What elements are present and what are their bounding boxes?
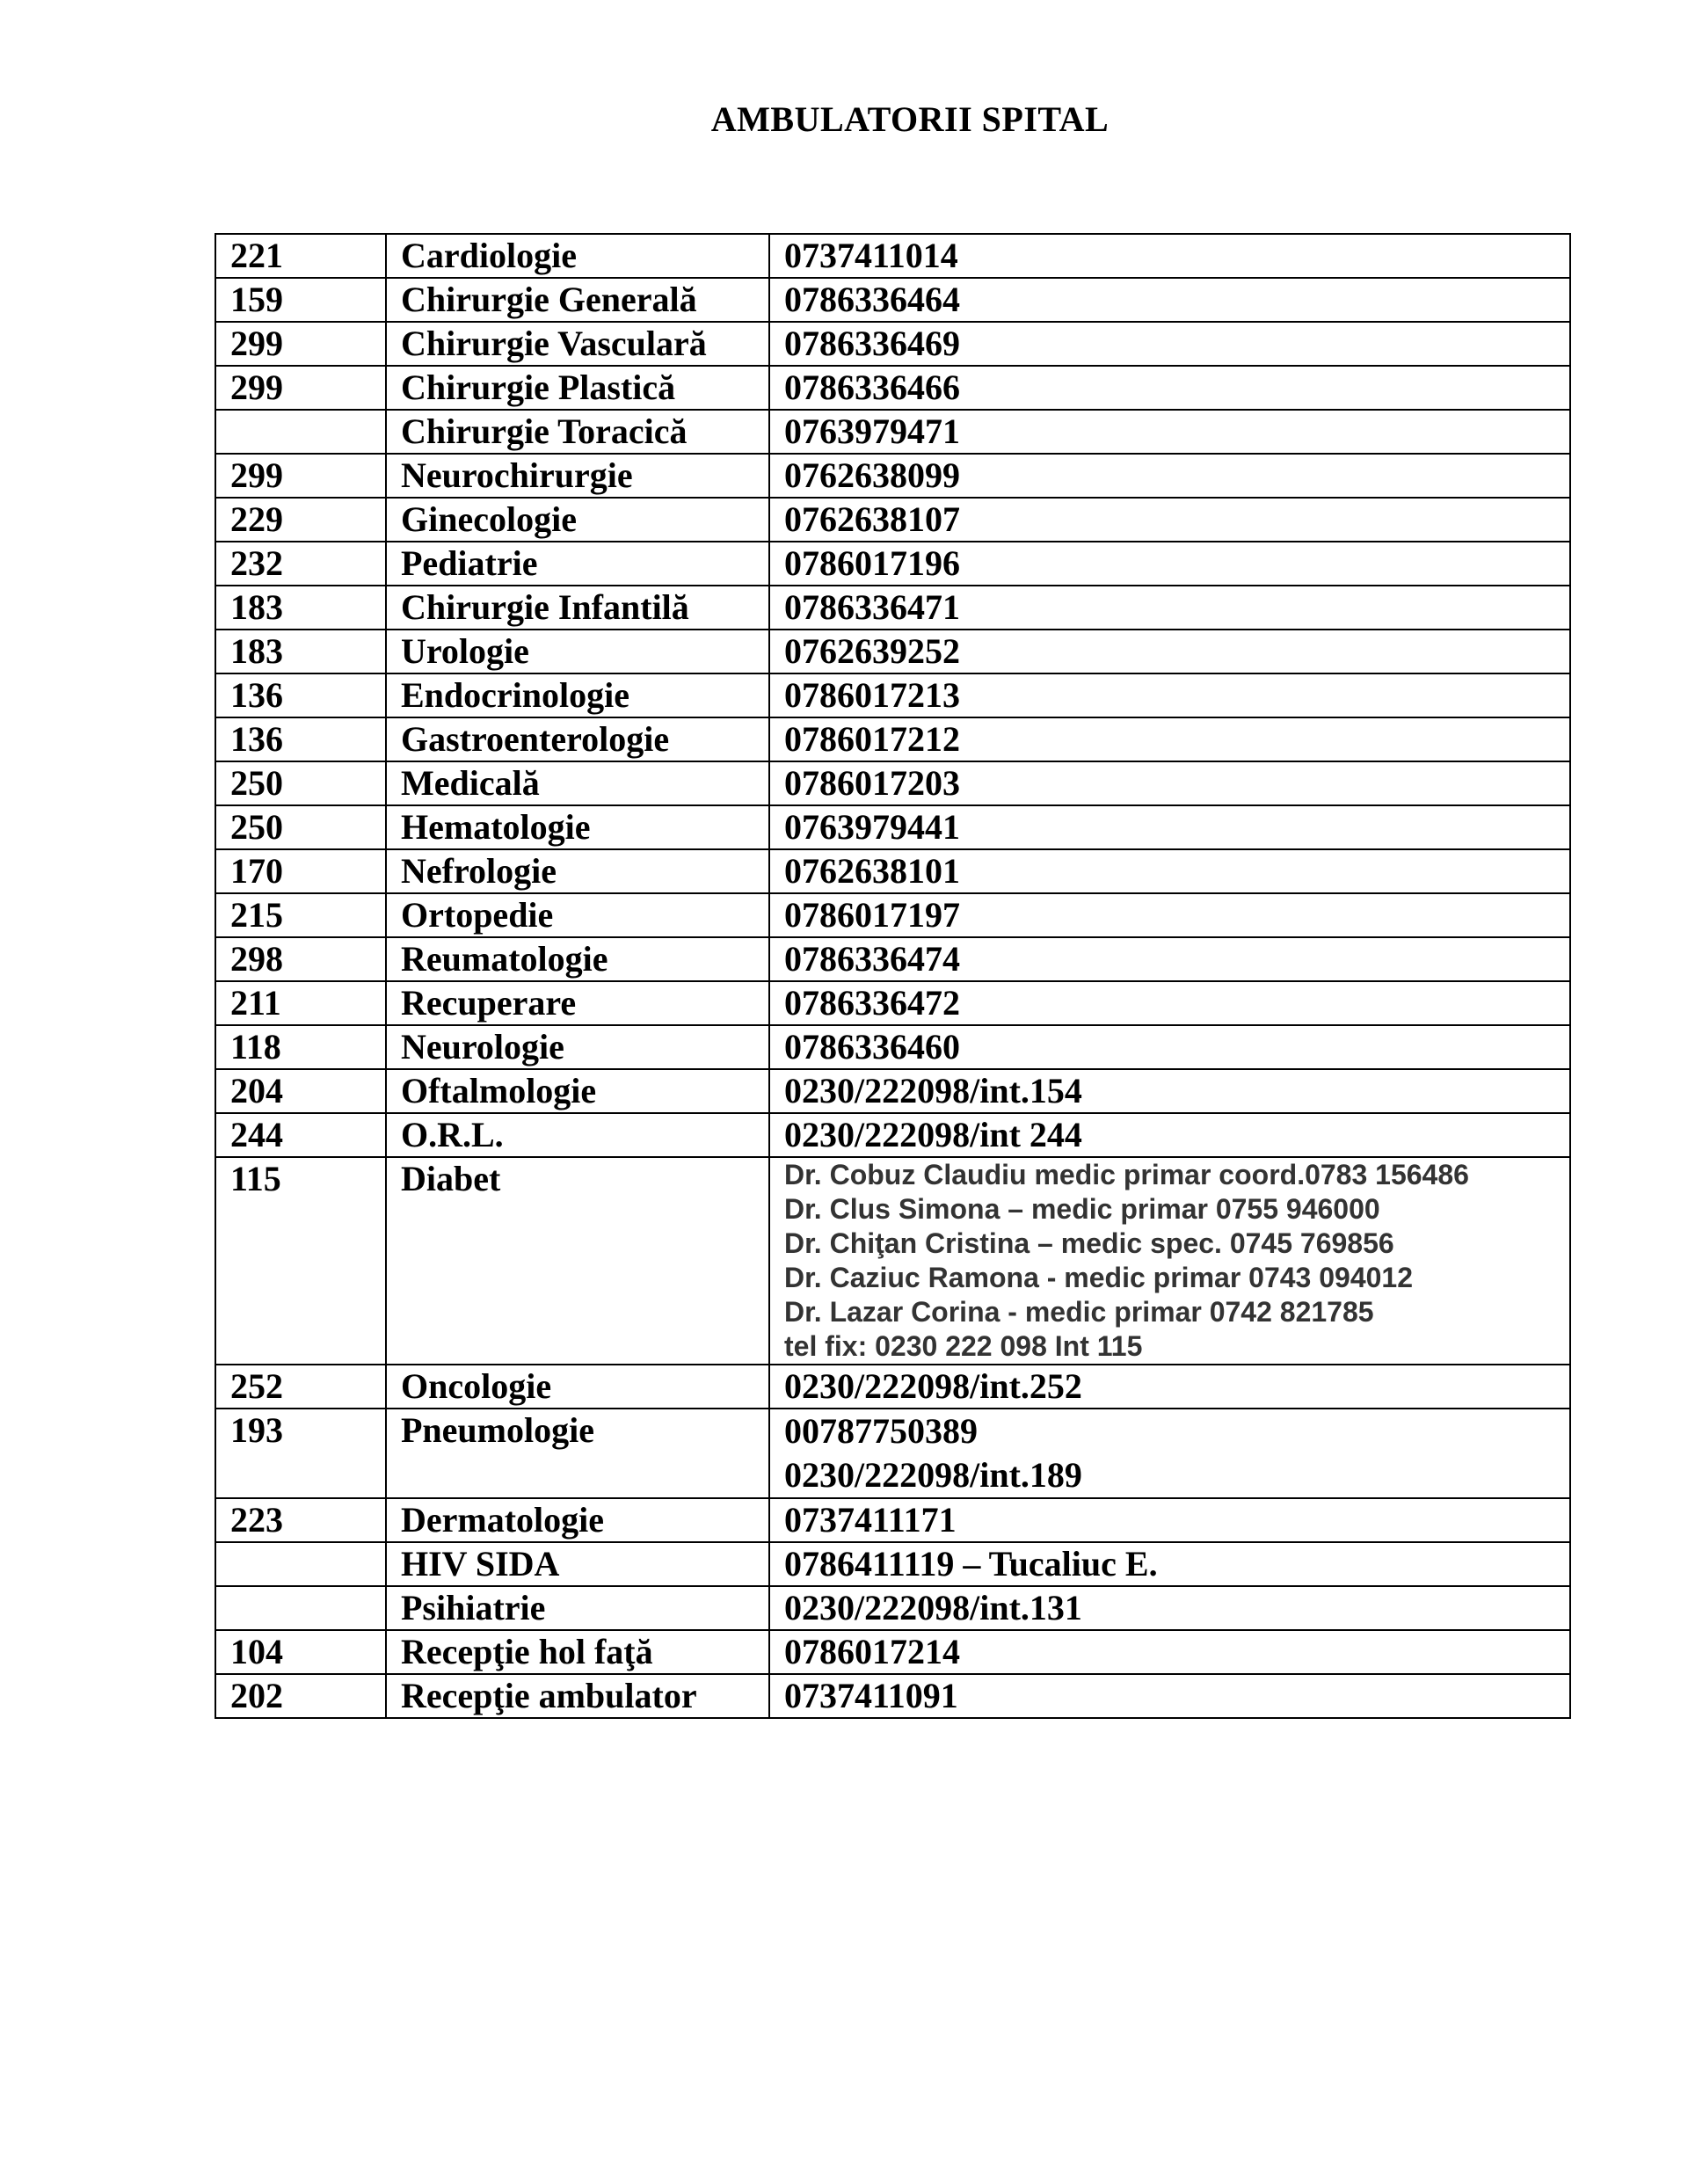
room-cell: 252 (215, 1365, 386, 1409)
phone-cell: 0786017214 (769, 1630, 1570, 1674)
table-body-diabet (215, 1157, 1570, 1498)
table-row (215, 498, 1570, 542)
department-cell: Cardiologie (386, 234, 769, 278)
room-cell (215, 1586, 386, 1630)
table-row (215, 278, 1570, 322)
table-row (215, 234, 1570, 278)
phone-cell: 0762638107 (769, 498, 1570, 542)
diabet-contact-line: Dr. Chiţan Cristina – medic spec. 0745 769856 (784, 1227, 1394, 1259)
table-body-main (215, 234, 1570, 1157)
table-row (215, 761, 1570, 805)
table-row-diabet (215, 1157, 1570, 1365)
phone-cell: 0786017212 (769, 717, 1570, 761)
table-row (215, 366, 1570, 410)
room-cell: 183 (215, 630, 386, 673)
department-cell: Recepţie hol faţă (386, 1630, 769, 1674)
room-cell: 104 (215, 1630, 386, 1674)
room-cell: 299 (215, 322, 386, 366)
room-cell: 215 (215, 893, 386, 937)
phone-cell: 0762638099 (769, 454, 1570, 498)
department-cell: Medicală (386, 761, 769, 805)
phone-line: 0230/222098/int.189 (784, 1455, 1082, 1495)
phone-cell: 0230/222098/int.252 (769, 1365, 1570, 1409)
department-cell: Oncologie (386, 1365, 769, 1409)
room-cell: 223 (215, 1498, 386, 1542)
department-cell: Ortopedie (386, 893, 769, 937)
department-cell: Neurochirurgie (386, 454, 769, 498)
room-cell: 202 (215, 1674, 386, 1718)
room-cell: 299 (215, 454, 386, 498)
room-cell: 250 (215, 761, 386, 805)
phone-cell: 0786336466 (769, 366, 1570, 410)
room-cell (215, 410, 386, 454)
room-cell: 115 (215, 1157, 386, 1365)
table-row (215, 981, 1570, 1025)
room-cell (215, 1542, 386, 1586)
room-cell: 229 (215, 498, 386, 542)
room-cell: 232 (215, 542, 386, 586)
table-row (215, 1542, 1570, 1586)
room-cell: 250 (215, 805, 386, 849)
phone-cell: 0786336474 (769, 937, 1570, 981)
room-cell: 221 (215, 234, 386, 278)
department-cell: Chirurgie Vasculară (386, 322, 769, 366)
phone-cell: 0230/222098/int.131 (769, 1586, 1570, 1630)
room-cell: 118 (215, 1025, 386, 1069)
department-cell: Pediatrie (386, 542, 769, 586)
table-row (215, 849, 1570, 893)
table-row (215, 1674, 1570, 1718)
department-cell: Neurologie (386, 1025, 769, 1069)
phone-cell: 0737411091 (769, 1674, 1570, 1718)
department-cell: Chirurgie Infantilă (386, 586, 769, 630)
phone-cell: 0786336460 (769, 1025, 1570, 1069)
phone-cell: 0230/222098/int.154 (769, 1069, 1570, 1113)
department-cell: Nefrologie (386, 849, 769, 893)
department-cell: Gastroenterologie (386, 717, 769, 761)
table-row (215, 454, 1570, 498)
table-row-pneumologie (215, 1409, 1570, 1498)
phone-cell: 0786017196 (769, 542, 1570, 586)
page-title: AMBULATORII SPITAL (710, 99, 1110, 139)
department-cell: Psihiatrie (386, 1586, 769, 1630)
room-cell: 211 (215, 981, 386, 1025)
room-cell: 159 (215, 278, 386, 322)
phone-cell: 0786411119 – Tucaliuc E. (769, 1542, 1570, 1586)
table-row (215, 1069, 1570, 1113)
phone-cell: 0763979441 (769, 805, 1570, 849)
diabet-contact-line: Dr. Clus Simona – medic primar 0755 946000 (784, 1193, 1380, 1225)
phone-cell: 0737411014 (769, 234, 1570, 278)
room-cell: 298 (215, 937, 386, 981)
phone-cell: 0762638101 (769, 849, 1570, 893)
phone-line: 00787750389 (784, 1411, 978, 1451)
department-cell: Recepţie ambulator (386, 1674, 769, 1718)
table-row (215, 1586, 1570, 1630)
table-row (215, 937, 1570, 981)
table-row (215, 1113, 1570, 1157)
room-cell: 170 (215, 849, 386, 893)
room-cell: 136 (215, 717, 386, 761)
diabet-contact-line: Dr. Cobuz Claudiu medic primar coord.0783 156486 (784, 1159, 1469, 1190)
phone-cell: 0786017213 (769, 673, 1570, 717)
table-row (215, 1498, 1570, 1542)
phone-cell: 0786017197 (769, 893, 1570, 937)
room-cell: 136 (215, 673, 386, 717)
phone-cell: 0786336469 (769, 322, 1570, 366)
phone-cell (769, 1409, 1570, 1498)
table-row (215, 322, 1570, 366)
diabet-contact-line: Dr. Lazar Corina - medic primar 0742 821785 (784, 1296, 1374, 1328)
department-cell: Ginecologie (386, 498, 769, 542)
table-body-footer (215, 1498, 1570, 1718)
phone-cell: 0786017203 (769, 761, 1570, 805)
table-row (215, 717, 1570, 761)
phone-cell: 0786336472 (769, 981, 1570, 1025)
table-row (215, 1025, 1570, 1069)
room-cell: 204 (215, 1069, 386, 1113)
department-cell: Reumatologie (386, 937, 769, 981)
phone-cell: 0737411171 (769, 1498, 1570, 1542)
phone-cell: 0762639252 (769, 630, 1570, 673)
department-cell: Hematologie (386, 805, 769, 849)
room-cell: 183 (215, 586, 386, 630)
department-cell: Chirurgie Generală (386, 278, 769, 322)
department-cell: Diabet (386, 1157, 769, 1365)
table-row (215, 410, 1570, 454)
phone-cell: 0230/222098/int 244 (769, 1113, 1570, 1157)
department-cell: Pneumologie (386, 1409, 769, 1498)
department-cell: Urologie (386, 630, 769, 673)
department-cell: Oftalmologie (386, 1069, 769, 1113)
department-cell: Chirurgie Plastică (386, 366, 769, 410)
table-row (215, 586, 1570, 630)
table-row-oncologie (215, 1365, 1570, 1409)
room-cell: 299 (215, 366, 386, 410)
room-cell: 244 (215, 1113, 386, 1157)
department-cell: Endocrinologie (386, 673, 769, 717)
department-cell: HIV SIDA (386, 1542, 769, 1586)
table-row (215, 630, 1570, 673)
department-cell: Dermatologie (386, 1498, 769, 1542)
table-row (215, 893, 1570, 937)
table-row (215, 542, 1570, 586)
phone-cell: 0786336464 (769, 278, 1570, 322)
department-cell: Recuperare (386, 981, 769, 1025)
room-cell: 193 (215, 1409, 386, 1498)
diabet-contacts-cell (769, 1157, 1570, 1365)
department-cell: Chirurgie Toracică (386, 410, 769, 454)
diabet-contact-line: Dr. Caziuc Ramona - medic primar 0743 094012 (784, 1262, 1414, 1293)
table-row (215, 673, 1570, 717)
department-cell: O.R.L. (386, 1113, 769, 1157)
table-row (215, 1630, 1570, 1674)
phone-cell: 0763979471 (769, 410, 1570, 454)
ambulatory-directory-table (215, 233, 1571, 1719)
diabet-contact-line: tel fix: 0230 222 098 Int 115 (784, 1330, 1143, 1362)
table-row (215, 805, 1570, 849)
phone-cell: 0786336471 (769, 586, 1570, 630)
